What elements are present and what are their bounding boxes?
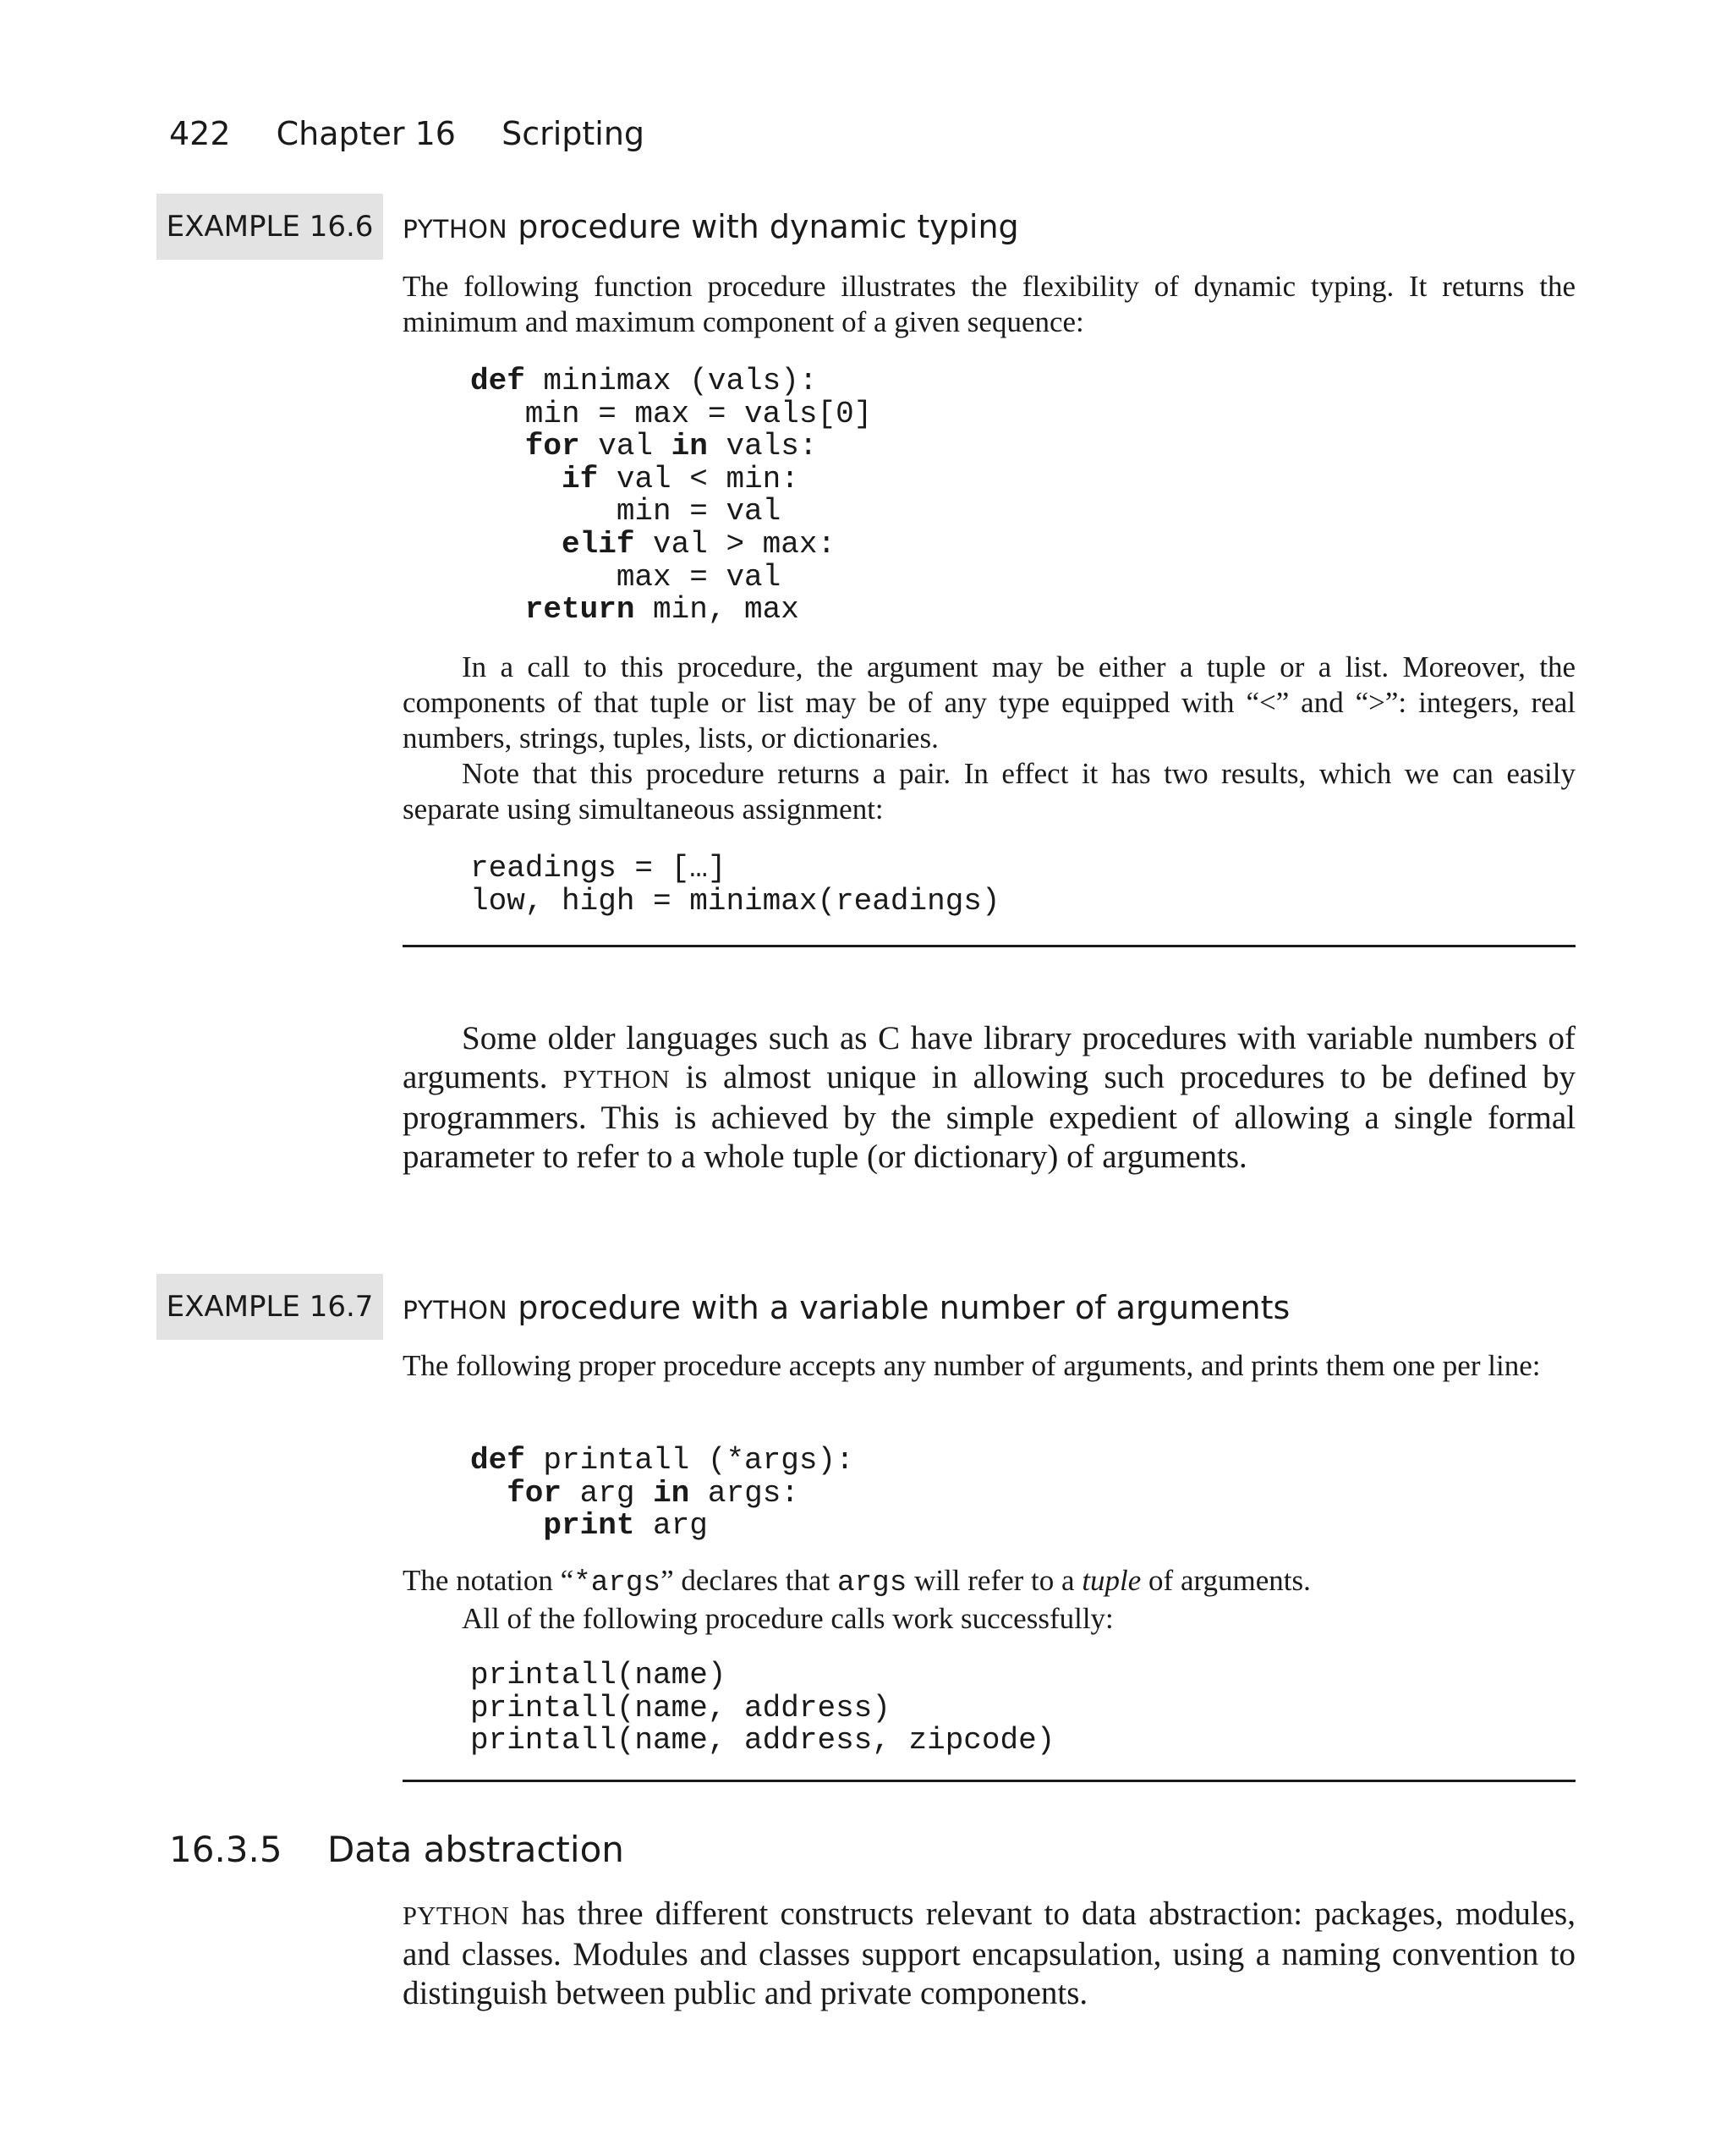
data-abstraction-paragraph (403, 1895, 1576, 2013)
paragraph: The notation “*args” declares that args will refer to a tuple of arguments. (403, 1564, 1311, 1599)
code-line: max = val (470, 559, 781, 595)
paragraph: Note that this procedure returns a pair. In effect it has two results, which we can easily separate using simultaneous assignment: (403, 757, 1576, 826)
python-smallcaps: PYTHON (403, 1295, 508, 1325)
variable-args-paragraph (403, 1019, 1576, 1177)
code-line: def printall (*args): (470, 1443, 854, 1478)
example-16-6-label: EXAMPLE 16.6 (156, 194, 383, 260)
example-16-7-discussion (403, 1563, 1576, 1637)
python-smallcaps: PYTHON (403, 1901, 510, 1930)
chapter-title: Scripting (502, 115, 645, 152)
code-line: def minimax (vals): (470, 364, 818, 398)
printall-calls-code-block (470, 1660, 1055, 1758)
code-line: elif val > max: (470, 526, 836, 562)
example-end-rule (403, 945, 1576, 947)
example-16-7-label: EXAMPLE 16.7 (156, 1274, 383, 1340)
section-title: Data abstraction (326, 1829, 624, 1870)
code-line: if val < min: (470, 461, 799, 496)
inline-code: *args (573, 1566, 661, 1599)
example-16-6-intro (403, 269, 1576, 340)
inline-code: args (836, 1566, 907, 1599)
code-line: print arg (470, 1508, 708, 1544)
paragraph: In a call to this procedure, the argument may be either a tuple or a list. Moreover, the components of that tuple or list may be of any type equipped with “<” and “>”: integers, real numbers, strings, tuples, lists, or dictionaries. (403, 650, 1576, 754)
example-end-rule (403, 1780, 1576, 1782)
code-line: min = val (470, 494, 781, 529)
paragraph: PYTHON has three different constructs relevant to data abstraction: packages, modules, and classes. Modules and classes support encapsulation, using a naming convention to distinguish between public and private components. (403, 1895, 1576, 2011)
example-title-text: procedure with dynamic typing (518, 208, 1019, 245)
code-line: printall(name) (470, 1658, 726, 1692)
example-16-7-intro (403, 1348, 1576, 1384)
code-line: for val in vals: (470, 429, 818, 464)
paragraph: All of the following procedure calls work successfully: (462, 1602, 1114, 1635)
code-line: low, high = minimax(readings) (470, 883, 1000, 919)
python-smallcaps: PYTHON (562, 1065, 671, 1094)
page-number: 422 (169, 115, 231, 152)
code-line: for arg in args: (470, 1475, 799, 1511)
example-16-7-title (403, 1289, 1290, 1326)
code-line: printall(name, address) (470, 1690, 891, 1725)
printall-code-block (470, 1445, 854, 1543)
paragraph: Some older languages such as C have library procedures with variable numbers of arguments. PYTHON is almost unique in allowing such procedures to be defined by programmers. This is achieved by the simple expedient of allowing a single formal parameter to refer to a whole tuple (or dictionary) of arguments. (403, 1020, 1576, 1175)
example-title-text: procedure with a variable number of arguments (518, 1289, 1291, 1326)
running-head (169, 115, 644, 152)
example-16-6-discussion (403, 650, 1576, 827)
code-line: readings = […] (470, 851, 726, 886)
code-line: printall(name, address, zipcode) (470, 1723, 1055, 1758)
paragraph: The following function procedure illustrates the flexibility of dynamic typing. It returns the minimum and maximum component of a given sequence: (403, 270, 1576, 338)
example-16-6-title (403, 208, 1019, 245)
section-heading (169, 1829, 624, 1870)
python-smallcaps: PYTHON (403, 214, 508, 244)
chapter-label: Chapter 16 (276, 115, 456, 152)
minimax-code-block (470, 365, 872, 627)
code-line: min = max = vals[0] (470, 396, 873, 431)
paragraph: The following proper procedure accepts any number of arguments, and prints them one per line: (403, 1349, 1541, 1382)
readings-code-block (470, 853, 1000, 918)
section-number: 16.3.5 (169, 1829, 282, 1870)
code-line: return min, max (470, 592, 799, 628)
